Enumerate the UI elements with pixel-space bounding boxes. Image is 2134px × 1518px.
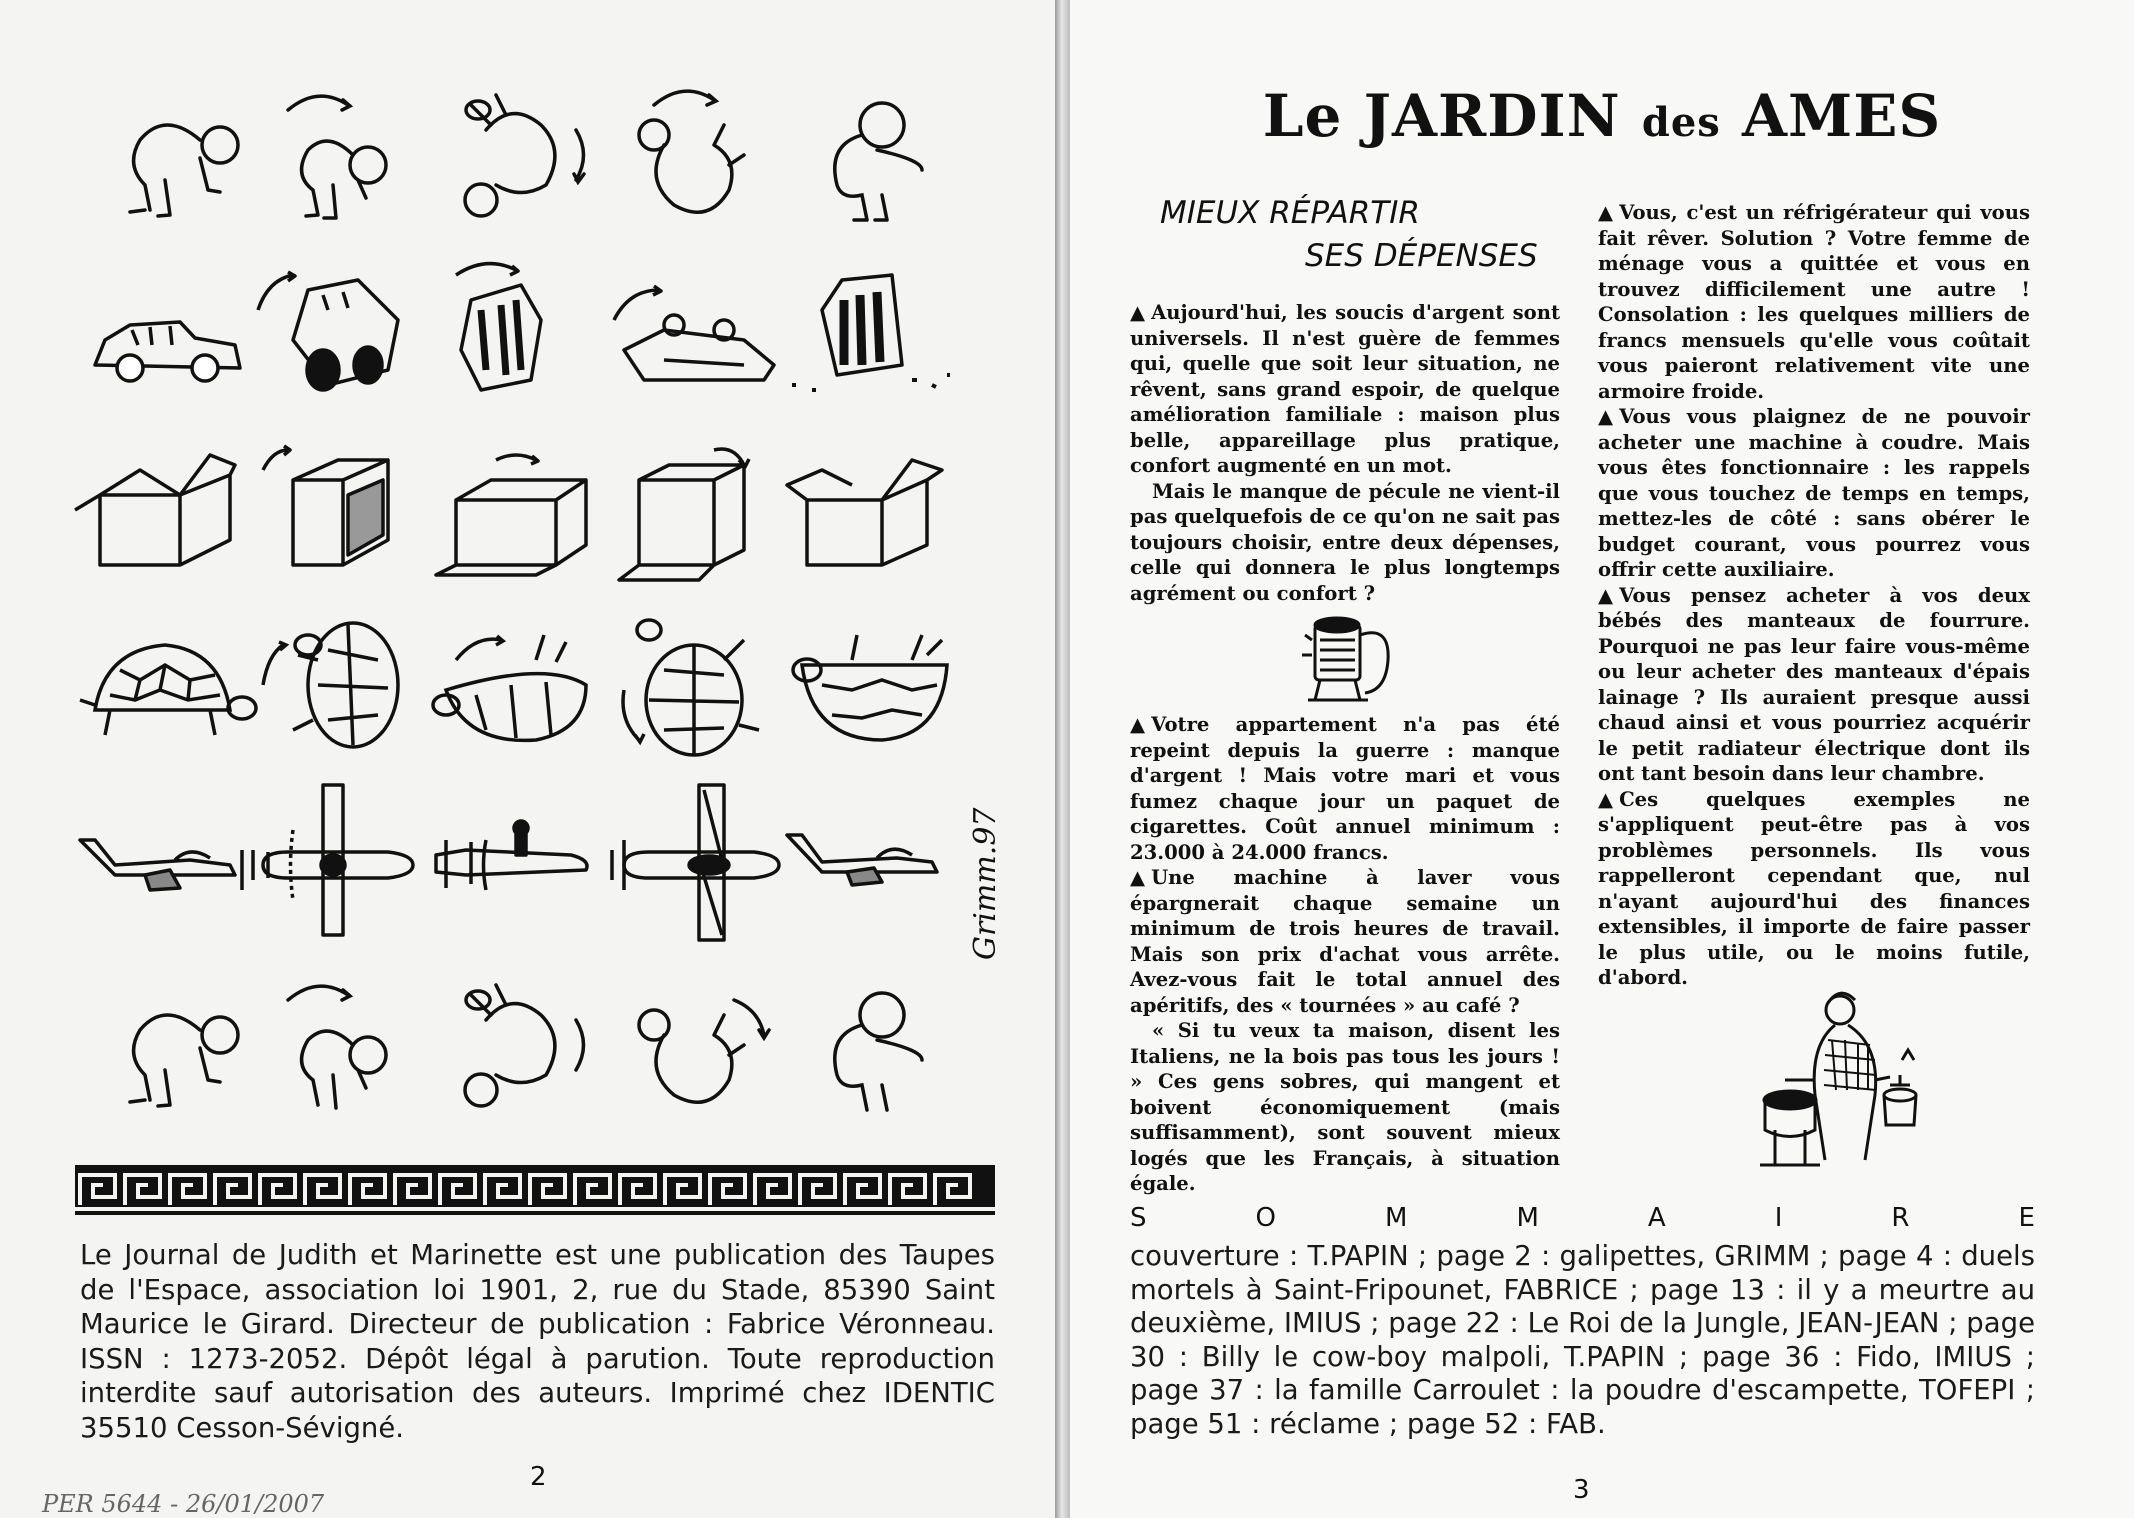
- tortoise-flipping-icon: [782, 600, 972, 765]
- tortoise-flipping-icon: [70, 600, 260, 765]
- airplane-rotating-icon: [604, 780, 794, 945]
- greek-key-border: [75, 1165, 995, 1215]
- page-title-part3: AMES: [1742, 82, 1942, 150]
- cartoon-row-man: [70, 70, 1020, 235]
- artist-signature: Grimm.97: [968, 807, 1003, 960]
- sommaire-letter: E: [2018, 1203, 2035, 1233]
- man-tumbling-icon: [782, 70, 972, 235]
- paragraph-mark-icon: ▲: [1598, 201, 1614, 224]
- article-paragraph: Vous pensez acheter à vos deux bébés des manteaux de fourrure. Pourquoi ne pas leur faire vous-même ou leur acheter des manteaux d'épais lainage ? Ils auraient presque aussi chaud ainsi et vous pourriez acquérir le petit radiateur électrique dont ils ont tant besoin dans leur chambre.: [1598, 583, 2030, 785]
- airplane-rotating-icon: [70, 780, 260, 945]
- colophon-text: Le Journal de Judith et Marinette est une publication des Taupes de l'Espace, association loi 1901, 2, rue du Stade, 85390 Saint Maurice le Girard. Directeur de publication : Fabrice Véronneau. ISSN : 1273-2052. Dépôt légal à parution. Toute reproduction interdite sauf autorisation des auteurs. Imprimé chez IDENTIC 35510 Cesson-Sévigné.: [80, 1239, 995, 1444]
- car-flipping-icon: [782, 250, 972, 415]
- article-paragraph: Mais le manque de pécule ne vient-il pas quelquefois de ce qu'on ne sait pas toujours choisir, entre deux dépenses, celle qui donnera le plus longtemps agrément ou confort ?: [1130, 479, 1560, 605]
- article-paragraph: Vous, c'est un réfrigérateur qui vous fait rêver. Solution ? Votre femme de ménage vous a quittée et vous en trouvez difficilement une autre ! Consolation : les quelques milliers de francs mensuels qu'elle vous coûtait vous paieront relativement vite une armoire froide.: [1598, 201, 2030, 403]
- car-flipping-icon: [70, 250, 260, 415]
- article-paragraph: « Si tu veux ta maison, disent les Italiens, ne la bois pas tous les jours ! » Ces gens sobres, qui mangent et boivent économiquement (mais suffisamment), sont souvent mieux logés que les Français, à situation égale.: [1130, 1019, 1560, 1195]
- page-title: [1070, 82, 2134, 150]
- section-heading-line1: MIEUX RÉPARTIR: [1160, 195, 1420, 231]
- sommaire-letter: S: [1130, 1203, 1147, 1233]
- box-flipping-icon: [248, 425, 438, 590]
- cartoon-galipettes-grid: [70, 70, 1020, 1130]
- book-spine: [1055, 0, 1070, 1518]
- article-paragraph: Votre appartement n'a pas été repeint depuis la guerre : manque d'argent ! Mais votre mari et vous fumez chaque jour un paquet de cigarettes. Coût annuel minimum : 23.000 à 24.000 francs.: [1130, 713, 1560, 864]
- article-column-left-top: [1130, 300, 1560, 606]
- page-title-part1: Le JARDIN: [1262, 82, 1621, 150]
- sommaire-letter: O: [1255, 1203, 1276, 1233]
- sommaire-letter: R: [1891, 1203, 1910, 1233]
- article-paragraph: Vous vous plaignez de ne pouvoir acheter une machine à coudre. Mais vous êtes fonctionnaire : les rappels que vous touchez de temps en temps, mettez-les de côté : sans obérer le budget courant, vous pourrez vous offrir cette auxiliaire.: [1598, 405, 2030, 581]
- tortoise-flipping-icon: [604, 600, 794, 765]
- airplane-rotating-icon: [782, 780, 972, 945]
- paragraph-mark-icon: ▲: [1598, 787, 1614, 811]
- article-paragraph: Aujourd'hui, les soucis d'argent sont universels. Il n'est guère de femmes qui, quelle que soit leur situation, ne rêvent, sans grand espoir, de quelque amélioration familiale : maison plus belle, appareillage plus pratique, confort augmenté en un mot.: [1130, 301, 1560, 477]
- sommaire-letter: M: [1516, 1203, 1539, 1233]
- archive-stamp: PER 5644 - 26/01/2007: [42, 1490, 325, 1518]
- box-flipping-icon: [426, 425, 616, 590]
- sommaire-heading: [1130, 1203, 2035, 1233]
- man-tumbling-icon: [248, 70, 438, 235]
- tortoise-flipping-icon: [426, 600, 616, 765]
- article-column-right: [1598, 200, 2030, 991]
- airplane-rotating-icon: [426, 780, 616, 945]
- box-flipping-icon: [604, 425, 794, 590]
- page-number-right: 3: [1573, 1475, 1590, 1505]
- paragraph-mark-icon: ▲: [1598, 583, 1614, 607]
- paragraph-mark-icon: ▲: [1130, 301, 1146, 324]
- cartoon-row-car: [70, 250, 1020, 415]
- cartoon-row-man-2: [70, 960, 1020, 1125]
- man-tumbling-icon: [248, 960, 438, 1125]
- sommaire-letter: M: [1385, 1203, 1408, 1233]
- article-paragraph: Ces quelques exemples ne s'appliquent peut-être pas à vos problèmes personnels. Ils vous rappelleront cependant que, nul n'ayant aujourd'hui des finances extensibles, il importe de faire passer le plus utile, ou le moins futile, d'abord.: [1598, 787, 2030, 989]
- article-column-left-bottom: [1130, 712, 1560, 1197]
- woman-cooking-illustration: [1740, 985, 1930, 1175]
- cartoon-row-box: [70, 425, 1020, 590]
- car-flipping-icon: [426, 250, 616, 415]
- paragraph-mark-icon: ▲: [1598, 405, 1614, 428]
- section-heading-line2: SES DÉPENSES: [1305, 238, 1538, 274]
- paragraph-mark-icon: ▲: [1130, 866, 1146, 889]
- cartoon-row-airplane: [70, 780, 1020, 945]
- car-flipping-icon: [248, 250, 438, 415]
- page-title-part2: des: [1641, 99, 1721, 146]
- airplane-rotating-icon: [248, 780, 438, 945]
- man-tumbling-icon: [782, 960, 972, 1125]
- page-number-left: 2: [530, 1462, 547, 1492]
- box-flipping-icon: [782, 425, 972, 590]
- man-tumbling-icon: [426, 70, 616, 235]
- car-flipping-icon: [604, 250, 794, 415]
- box-flipping-icon: [70, 425, 260, 590]
- article-paragraph: Une machine à laver vous épargnerait chaque semaine un minimum de trois heures de travail. Mais son prix d'achat vous arrête. Avez-vous fait le total annuel des apéritifs, des « tournées » au café ?: [1130, 866, 1560, 1017]
- man-tumbling-icon: [426, 960, 616, 1125]
- man-tumbling-icon: [70, 960, 260, 1125]
- man-tumbling-icon: [604, 70, 794, 235]
- paragraph-mark-icon: ▲: [1130, 713, 1146, 736]
- cartoon-row-tortoise: [70, 600, 1020, 765]
- sommaire-letter: A: [1647, 1203, 1666, 1233]
- electric-heater-illustration: [1290, 605, 1405, 705]
- man-tumbling-icon: [70, 70, 260, 235]
- sommaire-contents: couverture : T.PAPIN ; page 2 : galipettes, GRIMM ; page 4 : duels mortels à Saint-Fripounet, FABRICE ; page 13 : il y a meurtre au deuxième, IMIUS ; page 22 : Le Roi de la Jungle, JEAN-JEAN ; page 30 : Billy le cow-boy malpoli, T.PAPIN ; page 36 : Fido, IMIUS ; page 37 : la famille Carroulet : la poudre d'escampette, TOFEPI ; page 51 : réclame ; page 52 : FAB.: [1130, 1240, 2035, 1440]
- sommaire-letter: I: [1774, 1203, 1783, 1233]
- tortoise-flipping-icon: [248, 600, 438, 765]
- man-tumbling-icon: [604, 960, 794, 1125]
